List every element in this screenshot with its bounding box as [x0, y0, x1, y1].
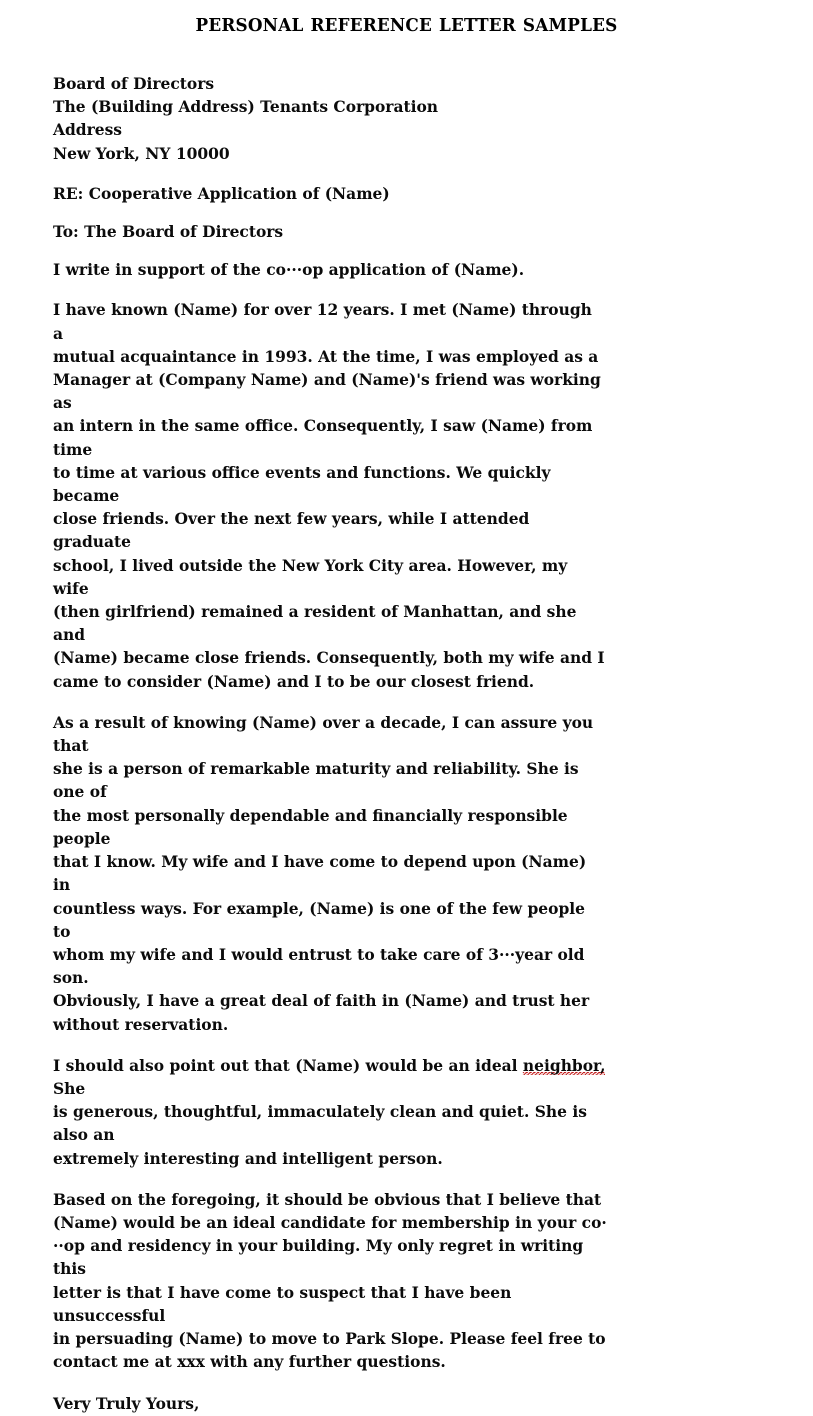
closing-text: Very Truly Yours,: [53, 1394, 200, 1414]
paragraph-line-with-spellcheck: [53, 1054, 611, 1100]
subject-line-text: RE: Cooperative Application of (Name): [53, 183, 390, 203]
paragraph-line: school, I lived outside the New York City area. However, my wife: [53, 555, 573, 598]
paragraph-line: extremely interesting and intelligent person.: [53, 1148, 443, 1168]
paragraph-line: (Name) would be an ideal candidate for membership in your co·: [53, 1212, 607, 1232]
intro-paragraph: [53, 258, 607, 281]
salutation-text: To: The Board of Directors: [53, 222, 284, 242]
paragraph-line: (Name) became close friends. Consequently, both my wife and I: [53, 648, 605, 668]
paragraph-conclusion: [53, 1188, 607, 1374]
neighbor-line-prefix: I should also point out that (Name) would be an ideal: [53, 1055, 523, 1075]
paragraph-neighbor: [53, 1054, 611, 1170]
paragraph-line: that I know. My wife and I have come to depend upon (Name) in: [53, 852, 592, 895]
paragraph-acquaintance: [53, 298, 607, 692]
recipient-line-3: Address: [53, 120, 123, 140]
paragraph-line: to time at various office events and functions. We quickly became: [53, 462, 556, 506]
recipient-line-1: Board of Directors: [53, 74, 215, 93]
paragraph-line: Manager at (Company Name) and (Name)'s friend was working as: [53, 370, 607, 413]
paragraph-character: [53, 711, 607, 1036]
paragraph-line: ··op and residency in your building. My only regret in writing this: [53, 1236, 589, 1279]
paragraph-line: Based on the foregoing, it should be obvious that I believe that: [53, 1189, 602, 1209]
paragraph-line: letter is that I have come to suspect that I have been unsuccessful: [53, 1282, 517, 1325]
recipient-address-block: [53, 72, 607, 165]
paragraph-line: mutual acquaintance in 1993. At the time, I was employed as a: [53, 346, 599, 366]
paragraph-line: without reservation.: [53, 1014, 229, 1034]
paragraph-line: is generous, thoughtful, immaculately clean and quiet. She is also an: [53, 1102, 593, 1145]
page-title: PERSONAL REFERENCE LETTER SAMPLES: [195, 16, 618, 36]
paragraph-line: whom my wife and I would entrust to take care of 3···year old son.: [53, 944, 590, 988]
paragraph-line: the most personally dependable and financially responsible people: [53, 805, 574, 848]
paragraph-line: an intern in the same office. Consequently, I saw (Name) from time: [53, 416, 598, 459]
salutation: [53, 220, 607, 243]
paragraph-line: in persuading (Name) to move to Park Slope. Please feel free to: [53, 1328, 606, 1348]
paragraph-line: (then girlfriend) remained a resident of Manhattan, and she and: [53, 602, 582, 645]
paragraph-line: contact me at xxx with any further questions.: [53, 1352, 446, 1372]
paragraph-line: countless ways. For example, (Name) is one of the few people to: [53, 898, 591, 941]
neighbor-line-suffix: She: [53, 1055, 611, 1098]
paragraph-line: came to consider (Name) and I to be our closest friend.: [53, 671, 535, 691]
spellcheck-misspelled-word[interactable]: neighbor,: [523, 1056, 606, 1078]
intro-text: I write in support of the co···op application of (Name).: [53, 260, 525, 280]
paragraph-line: I have known (Name) for over 12 years. I met (Name) through a: [53, 300, 598, 343]
paragraph-line: As a result of knowing (Name) over a decade, I can assure you that: [53, 712, 599, 756]
closing-signature-line: [53, 1392, 607, 1415]
paragraph-line: close friends. Over the next few years, while I attended graduate: [53, 509, 535, 552]
recipient-line-4: New York, NY 10000: [53, 143, 230, 163]
paragraph-line: Obviously, I have a great deal of faith in (Name) and trust her: [53, 991, 590, 1011]
subject-line: [53, 182, 607, 205]
paragraph-line: she is a person of remarkable maturity and reliability. She is one of: [53, 759, 585, 802]
letter-body: [53, 72, 611, 1416]
recipient-line-2: The (Building Address) Tenants Corporation: [53, 97, 439, 117]
